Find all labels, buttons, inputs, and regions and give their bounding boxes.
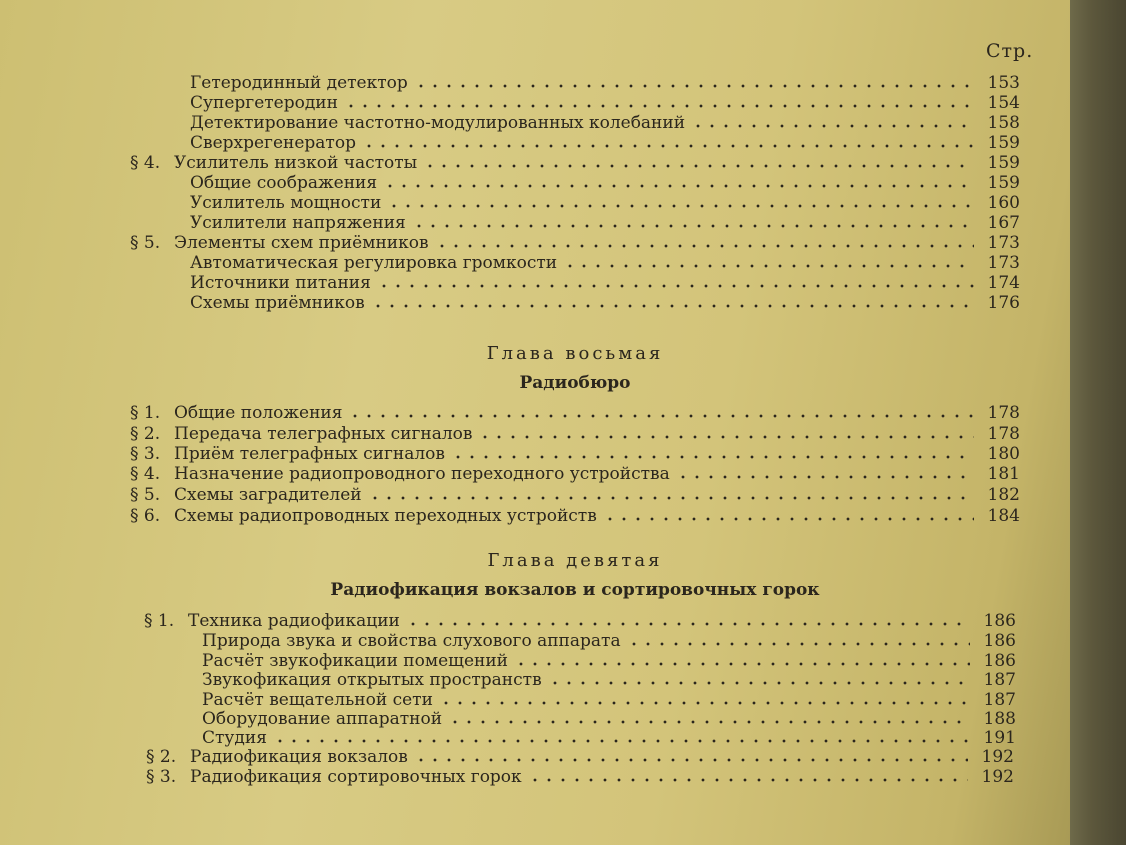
toc-entry: Усилитель мощности 160: [190, 193, 1020, 213]
toc-entry: § 1. Техника радиофикации 186: [144, 611, 1016, 631]
toc-entry: § 3. Радиофикация сортировочных горок 192: [146, 767, 1014, 787]
toc-entry: Схемы приёмников 176: [190, 293, 1020, 313]
toc-entry: Оборудование аппаратной 188: [202, 709, 1016, 729]
toc-entry: § 3. Приём телеграфных сигналов 180: [130, 444, 1020, 464]
chapter-title: Радиофикация вокзалов и сортировочных горок: [330, 580, 820, 600]
toc-entry: § 5. Схемы заградителей 182: [130, 485, 1020, 505]
toc-entry: Сверхрегенератор 159: [190, 133, 1020, 153]
toc-entry: Автоматическая регулировка громкости 173: [190, 253, 1020, 273]
toc-entry: Усилители напряжения 167: [190, 213, 1020, 233]
toc-entry: Супергетеродин 154: [190, 93, 1020, 113]
toc-entry: § 2. Радиофикация вокзалов 192: [146, 747, 1014, 767]
toc-entry: Общие соображения 159: [190, 173, 1020, 193]
toc-entry: § 1. Общие положения 178: [130, 403, 1020, 423]
toc-entry: Расчёт вещательной сети 187: [202, 690, 1016, 710]
toc-entry: Гетеродинный детектор 153: [190, 73, 1020, 93]
page-edge: [1070, 0, 1126, 845]
toc-entry: Расчёт звукофикации помещений 186: [202, 651, 1016, 671]
toc-entry: Детектирование частотно-модулированных колебаний 158: [190, 113, 1020, 133]
toc-entry: Источники питания 174: [190, 273, 1020, 293]
toc-entry: Звукофикация открытых пространств 187: [202, 670, 1016, 690]
chapter-title: Радиобюро: [519, 373, 631, 393]
chapter-heading: Глава девятая: [487, 550, 663, 571]
toc-entry: § 4. Назначение радиопроводного переходного устройства 181: [130, 464, 1020, 484]
page-column-label: Стр.: [986, 40, 1034, 62]
toc-entry: § 6. Схемы радиопроводных переходных устройств 184: [130, 506, 1020, 526]
chapter-heading: Глава восьмая: [486, 343, 664, 364]
toc-entry: § 2. Передача телеграфных сигналов 178: [130, 424, 1020, 444]
toc-entry: § 5. Элементы схем приёмников 173: [130, 233, 1020, 253]
toc-entry: Студия 191: [202, 728, 1016, 748]
toc-entry: § 4. Усилитель низкой частоты 159: [130, 153, 1020, 173]
toc-entry: Природа звука и свойства слухового аппарата 186: [202, 631, 1016, 651]
